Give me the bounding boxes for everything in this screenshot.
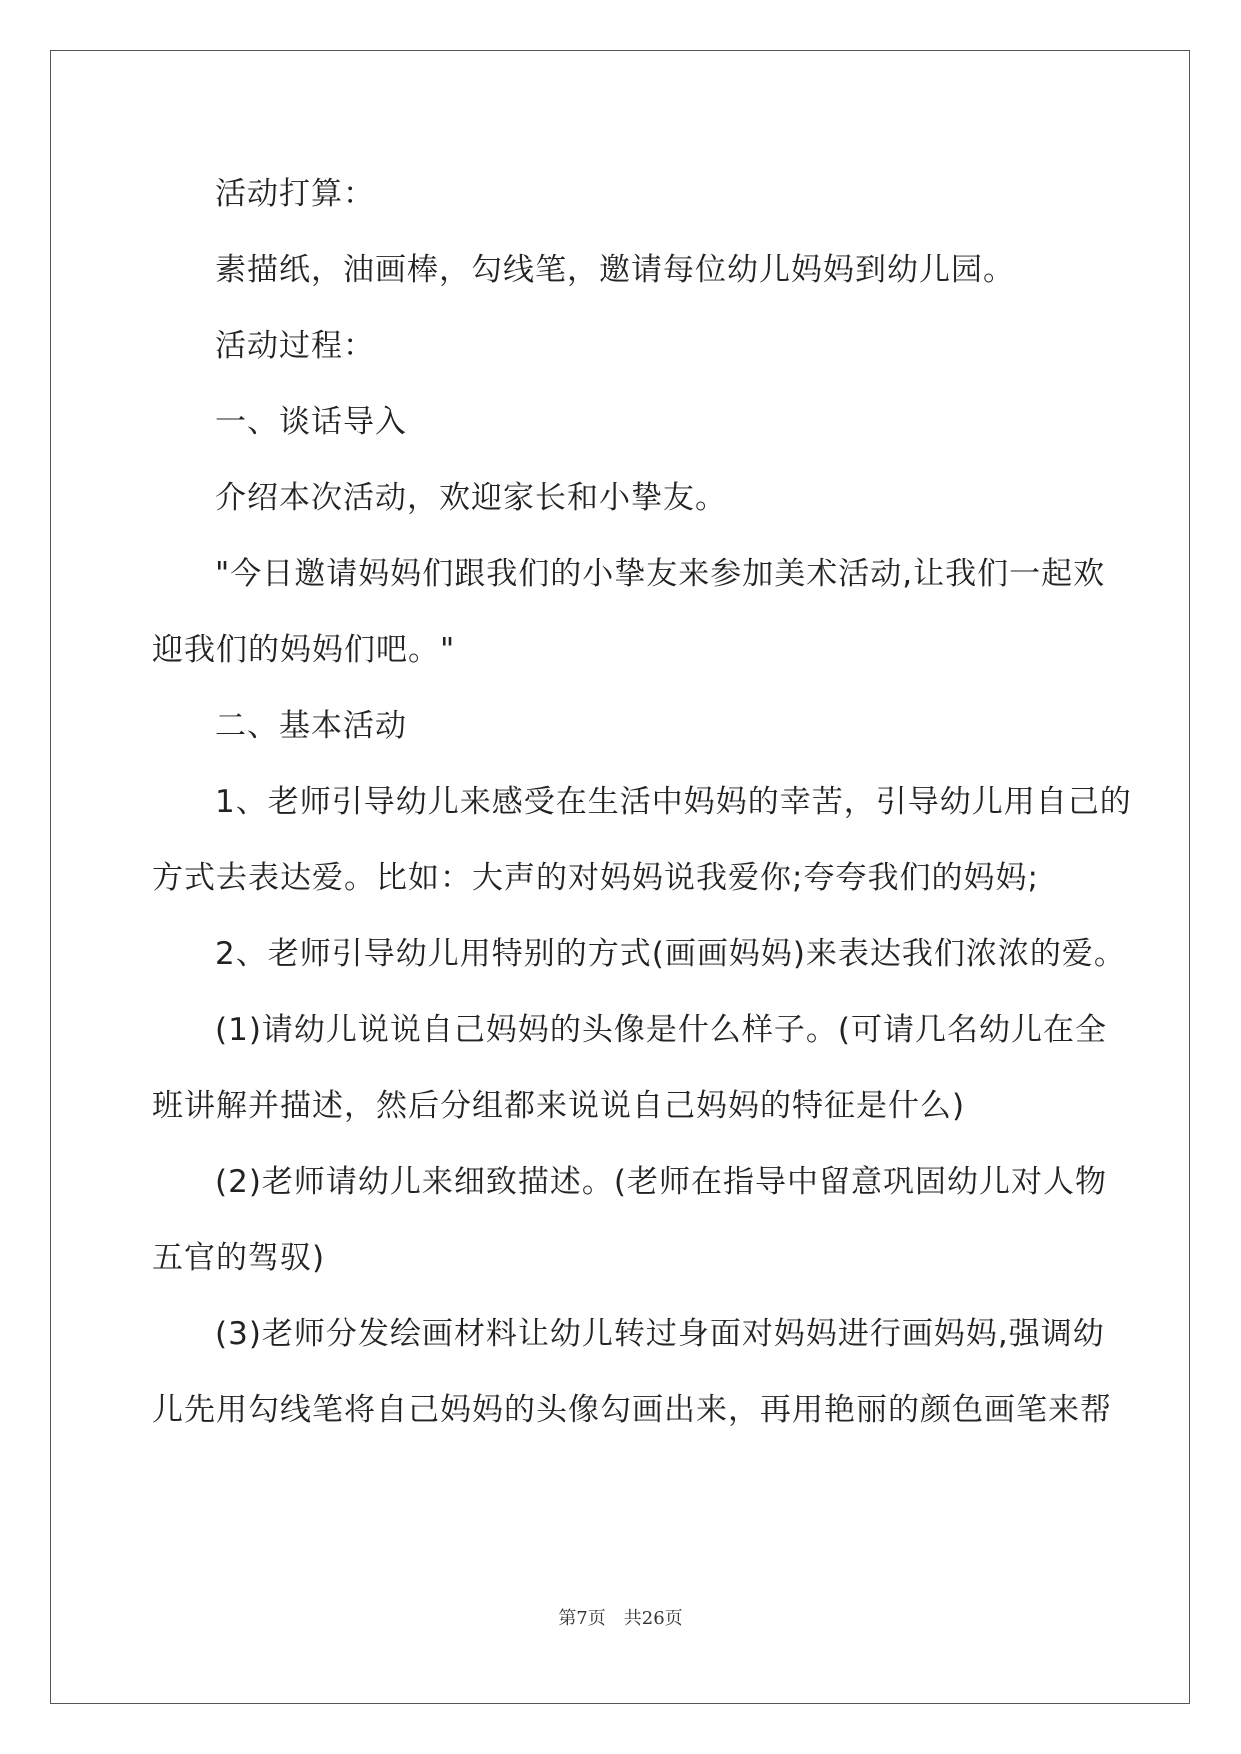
text-line: (2)老师请幼儿来细致描述。(老师在指导中留意巩固幼儿对人物: [215, 1164, 1108, 1200]
page-total: 共26页: [623, 1608, 683, 1629]
text-line: 儿先用勾线笔将自己妈妈的头像勾画出来，再用艳丽的颜色画笔来帮: [152, 1392, 1112, 1428]
text-line: (3)老师分发绘画材料让幼儿转过身面对妈妈进行画妈妈,强调幼: [215, 1316, 1105, 1352]
section-heading: 二、基本活动: [215, 708, 407, 744]
document-body: [152, 156, 1132, 1448]
text-line: 1、老师引导幼儿来感受在生活中妈妈的幸苦，引导幼儿用自己的: [215, 784, 1132, 820]
text-line: 方式去表达爱。比如：大声的对妈妈说我爱你;夸夸我们的妈妈;: [152, 860, 1039, 896]
text-line: 2、老师引导幼儿用特别的方式(画画妈妈)来表达我们浓浓的爱。: [215, 936, 1126, 972]
text-line: "今日邀请妈妈们跟我们的小挚友来参加美术活动,让我们一起欢: [215, 556, 1106, 592]
text-line: 介绍本次活动，欢迎家长和小挚友。: [215, 480, 727, 516]
text-line: 迎我们的妈妈们吧。": [152, 632, 456, 668]
text-line: 活动过程：: [215, 328, 375, 364]
page-footer: [0, 1604, 1241, 1630]
text-line: 五官的驾驭): [152, 1240, 326, 1276]
text-line: (1)请幼儿说说自己妈妈的头像是什么样子。(可请几名幼儿在全: [215, 1012, 1108, 1048]
text-line: 素描纸，油画棒，勾线笔，邀请每位幼儿妈妈到幼儿园。: [215, 252, 1015, 288]
text-line: 活动打算：: [215, 176, 375, 212]
page-number: 第7页: [558, 1608, 606, 1629]
text-line: 班讲解并描述，然后分组都来说说自己妈妈的特征是什么): [152, 1088, 966, 1124]
section-heading: 一、谈话导入: [215, 404, 407, 440]
